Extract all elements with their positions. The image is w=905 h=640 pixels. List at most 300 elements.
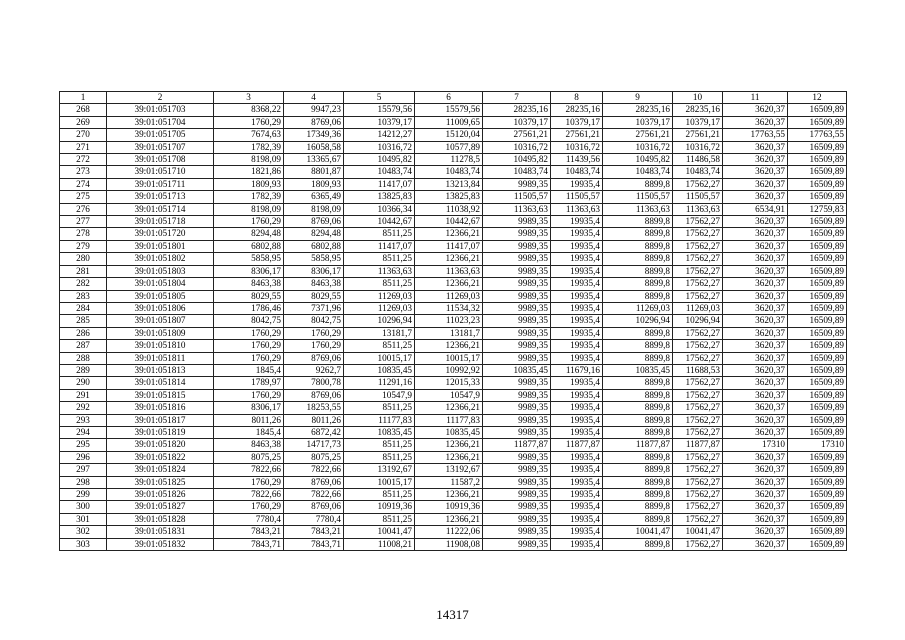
table-row: [60, 240, 847, 252]
table-cell: 10483,74: [344, 166, 415, 178]
table-row: [60, 278, 847, 290]
table-cell: 7800,78: [284, 377, 344, 389]
column-header: 10: [673, 92, 723, 104]
table-cell: 8463,38: [284, 278, 344, 290]
table-cell: 3620,37: [723, 389, 788, 401]
table-cell: 1760,29: [214, 501, 284, 513]
table-cell: 39:01:051805: [107, 290, 214, 302]
table-cell: 1809,93: [284, 178, 344, 190]
table-cell: 8769,06: [284, 352, 344, 364]
table-cell: 39:01:051819: [107, 426, 214, 438]
table-cell: 39:01:051720: [107, 228, 214, 240]
table-cell: 16509,89: [788, 464, 847, 476]
table-cell: 6802,88: [214, 240, 284, 252]
table-cell: 17562,27: [673, 538, 723, 550]
table-cell: 11908,08: [415, 538, 483, 550]
table-cell: 285: [60, 315, 107, 327]
table-cell: 15579,56: [344, 104, 415, 116]
table-row: [60, 439, 847, 451]
table-cell: 39:01:051807: [107, 315, 214, 327]
table-cell: 3620,37: [723, 464, 788, 476]
table-cell: 288: [60, 352, 107, 364]
table-cell: 8463,38: [214, 439, 284, 451]
table-cell: 39:01:051816: [107, 402, 214, 414]
table-cell: 19935,4: [551, 327, 603, 339]
table-cell: 19935,4: [551, 290, 603, 302]
table-cell: 11505,57: [483, 191, 551, 203]
table-cell: 9989,35: [483, 290, 551, 302]
table-cell: 279: [60, 240, 107, 252]
table-cell: 7822,66: [284, 464, 344, 476]
table-cell: 3620,37: [723, 141, 788, 153]
table-cell: 10296,94: [603, 315, 673, 327]
table-cell: 9989,35: [483, 501, 551, 513]
table-cell: 3620,37: [723, 476, 788, 488]
table-cell: 301: [60, 513, 107, 525]
table-body: [60, 104, 847, 551]
table-cell: 14717,73: [284, 439, 344, 451]
table-cell: 271: [60, 141, 107, 153]
table-cell: 14212,27: [344, 129, 415, 141]
table-cell: 8511,25: [344, 489, 415, 501]
table-cell: 12366,21: [415, 439, 483, 451]
table-cell: 16509,89: [788, 327, 847, 339]
column-header: 9: [603, 92, 673, 104]
table-cell: 3620,37: [723, 166, 788, 178]
table-cell: 19935,4: [551, 526, 603, 538]
table-cell: 277: [60, 216, 107, 228]
table-cell: 9989,35: [483, 526, 551, 538]
table-cell: 270: [60, 129, 107, 141]
table-cell: 19935,4: [551, 278, 603, 290]
table-cell: 8899,8: [603, 290, 673, 302]
table-cell: 10547,9: [415, 389, 483, 401]
table-cell: 17562,27: [673, 253, 723, 265]
table-cell: 10041,47: [673, 526, 723, 538]
table-row: [60, 464, 847, 476]
table-cell: 6802,88: [284, 240, 344, 252]
table-cell: 8899,8: [603, 228, 673, 240]
table-cell: 3620,37: [723, 154, 788, 166]
table-cell: 9989,35: [483, 377, 551, 389]
table-cell: 10296,94: [344, 315, 415, 327]
table-cell: 11222,06: [415, 526, 483, 538]
table-cell: 39:01:051704: [107, 116, 214, 128]
table-cell: 11679,16: [551, 364, 603, 376]
table-row: [60, 129, 847, 141]
table-cell: 13181,7: [415, 327, 483, 339]
table-cell: 11363,63: [344, 265, 415, 277]
table-cell: 11505,57: [603, 191, 673, 203]
table-cell: 10015,17: [415, 352, 483, 364]
table-cell: 7674,63: [214, 129, 284, 141]
table-cell: 17562,27: [673, 340, 723, 352]
table-cell: 16509,89: [788, 154, 847, 166]
table-cell: 39:01:051708: [107, 154, 214, 166]
table-cell: 10835,45: [415, 426, 483, 438]
table-cell: 16509,89: [788, 315, 847, 327]
table-cell: 8511,25: [344, 278, 415, 290]
table-cell: 9947,23: [284, 104, 344, 116]
table-cell: 17562,27: [673, 290, 723, 302]
table-cell: 3620,37: [723, 315, 788, 327]
table-cell: 39:01:051826: [107, 489, 214, 501]
table-cell: 10835,45: [603, 364, 673, 376]
table-cell: 12366,21: [415, 402, 483, 414]
table-cell: 296: [60, 451, 107, 463]
table-cell: 16509,89: [788, 340, 847, 352]
table-cell: 8011,26: [284, 414, 344, 426]
table-cell: 13192,67: [344, 464, 415, 476]
table-cell: 300: [60, 501, 107, 513]
table-cell: 9989,35: [483, 389, 551, 401]
table-cell: 19935,4: [551, 315, 603, 327]
table-cell: 8511,25: [344, 340, 415, 352]
table-cell: 17562,27: [673, 476, 723, 488]
table-cell: 19935,4: [551, 513, 603, 525]
table-cell: 19935,4: [551, 178, 603, 190]
table-cell: 8899,8: [603, 178, 673, 190]
table-cell: 8899,8: [603, 253, 673, 265]
table-cell: 39:01:051820: [107, 439, 214, 451]
table-cell: 8899,8: [603, 476, 673, 488]
table-cell: 17310: [723, 439, 788, 451]
table-cell: 3620,37: [723, 240, 788, 252]
table-cell: 1789,97: [214, 377, 284, 389]
table-cell: 17562,27: [673, 414, 723, 426]
table-cell: 10835,45: [344, 364, 415, 376]
table-cell: 19935,4: [551, 414, 603, 426]
table-cell: 11486,58: [673, 154, 723, 166]
table-cell: 3620,37: [723, 352, 788, 364]
column-header: 11: [723, 92, 788, 104]
table-cell: 28235,16: [603, 104, 673, 116]
table-cell: 276: [60, 203, 107, 215]
table-cell: 3620,37: [723, 290, 788, 302]
table-cell: 19935,4: [551, 340, 603, 352]
table-cell: 16509,89: [788, 290, 847, 302]
table-cell: 9989,35: [483, 476, 551, 488]
table-cell: 8511,25: [344, 451, 415, 463]
table-cell: 8294,48: [284, 228, 344, 240]
table-cell: 19935,4: [551, 476, 603, 488]
table-cell: 1845,4: [214, 426, 284, 438]
table-cell: 8511,25: [344, 228, 415, 240]
table-cell: 3620,37: [723, 364, 788, 376]
table-cell: 290: [60, 377, 107, 389]
table-cell: 39:01:051811: [107, 352, 214, 364]
table-row: [60, 265, 847, 277]
table-cell: 39:01:051809: [107, 327, 214, 339]
table-cell: 12366,21: [415, 278, 483, 290]
table-cell: 16509,89: [788, 141, 847, 153]
table-cell: 10379,17: [673, 116, 723, 128]
table-row: [60, 501, 847, 513]
table-cell: 8899,8: [603, 538, 673, 550]
table-cell: 286: [60, 327, 107, 339]
table-row: [60, 178, 847, 190]
table-cell: 3620,37: [723, 178, 788, 190]
table-cell: 39:01:051801: [107, 240, 214, 252]
column-header: 6: [415, 92, 483, 104]
table-cell: 11363,63: [415, 265, 483, 277]
table-cell: 6365,49: [284, 191, 344, 203]
table-cell: 28235,16: [673, 104, 723, 116]
table-cell: 10041,47: [344, 526, 415, 538]
table-cell: 13365,67: [284, 154, 344, 166]
table-cell: 17310: [788, 439, 847, 451]
table-cell: 16509,89: [788, 451, 847, 463]
table-row: [60, 402, 847, 414]
table-row: [60, 340, 847, 352]
table-cell: 1760,29: [214, 352, 284, 364]
table-cell: 16509,89: [788, 278, 847, 290]
table-row: [60, 426, 847, 438]
table-cell: 11877,87: [551, 439, 603, 451]
table-cell: 3620,37: [723, 501, 788, 513]
table-cell: 16509,89: [788, 538, 847, 550]
table-row: [60, 364, 847, 376]
table-cell: 11417,07: [344, 240, 415, 252]
table-cell: 303: [60, 538, 107, 550]
table-cell: 19935,4: [551, 389, 603, 401]
table-cell: 10483,74: [551, 166, 603, 178]
table-cell: 5858,95: [284, 253, 344, 265]
table-row: [60, 253, 847, 265]
table-cell: 3620,37: [723, 513, 788, 525]
table-cell: 7843,71: [284, 538, 344, 550]
table-cell: 1760,29: [214, 116, 284, 128]
table-cell: 17763,55: [723, 129, 788, 141]
table-cell: 11269,03: [673, 302, 723, 314]
table-cell: 3620,37: [723, 265, 788, 277]
table-cell: 17562,27: [673, 451, 723, 463]
table-cell: 8306,17: [214, 402, 284, 414]
table-cell: 8042,75: [284, 315, 344, 327]
table-cell: 8899,8: [603, 451, 673, 463]
table-cell: 8011,26: [214, 414, 284, 426]
table-cell: 19935,4: [551, 538, 603, 550]
table-cell: 11009,65: [415, 116, 483, 128]
table-cell: 287: [60, 340, 107, 352]
table-cell: 8899,8: [603, 489, 673, 501]
table-cell: 39:01:051806: [107, 302, 214, 314]
table-cell: 39:01:051814: [107, 377, 214, 389]
table-cell: 3620,37: [723, 302, 788, 314]
table-cell: 27561,21: [483, 129, 551, 141]
table-cell: 10992,92: [415, 364, 483, 376]
table-cell: 39:01:051803: [107, 265, 214, 277]
table-cell: 16058,58: [284, 141, 344, 153]
table-cell: 11505,57: [551, 191, 603, 203]
table-cell: 1782,39: [214, 141, 284, 153]
table-cell: 17562,27: [673, 426, 723, 438]
table-cell: 10015,17: [344, 476, 415, 488]
table-cell: 11587,2: [415, 476, 483, 488]
table-cell: 8511,25: [344, 402, 415, 414]
column-header: 4: [284, 92, 344, 104]
table-cell: 8198,09: [214, 154, 284, 166]
table-cell: 302: [60, 526, 107, 538]
table-cell: 15120,04: [415, 129, 483, 141]
table-cell: 8899,8: [603, 402, 673, 414]
table-cell: 28235,16: [551, 104, 603, 116]
table-cell: 17562,27: [673, 513, 723, 525]
table-cell: 8511,25: [344, 439, 415, 451]
table-cell: 17562,27: [673, 278, 723, 290]
table-cell: 11269,03: [603, 302, 673, 314]
table-cell: 16509,89: [788, 377, 847, 389]
table-cell: 16509,89: [788, 526, 847, 538]
table-cell: 299: [60, 489, 107, 501]
table-cell: 7780,4: [284, 513, 344, 525]
table-cell: 289: [60, 364, 107, 376]
table-cell: 3620,37: [723, 191, 788, 203]
table-cell: 3620,37: [723, 278, 788, 290]
table-cell: 298: [60, 476, 107, 488]
table-cell: 10366,34: [344, 203, 415, 215]
table-cell: 293: [60, 414, 107, 426]
table-cell: 3620,37: [723, 253, 788, 265]
table-cell: 9989,35: [483, 464, 551, 476]
table-cell: 8306,17: [284, 265, 344, 277]
table-cell: 8306,17: [214, 265, 284, 277]
table-cell: 8042,75: [214, 315, 284, 327]
table-cell: 9989,35: [483, 327, 551, 339]
table-cell: 16509,89: [788, 501, 847, 513]
table-cell: 19935,4: [551, 216, 603, 228]
table-row: [60, 191, 847, 203]
table-cell: 11269,03: [344, 302, 415, 314]
table-cell: 19935,4: [551, 402, 603, 414]
table-cell: 39:01:051810: [107, 340, 214, 352]
table-cell: 17562,27: [673, 389, 723, 401]
table-cell: 13825,83: [344, 191, 415, 203]
table-cell: 13213,84: [415, 178, 483, 190]
table-cell: 294: [60, 426, 107, 438]
table-row: [60, 489, 847, 501]
table-cell: 16509,89: [788, 489, 847, 501]
table-cell: 10041,47: [603, 526, 673, 538]
table-cell: 5858,95: [214, 253, 284, 265]
table-cell: 16509,89: [788, 426, 847, 438]
table-cell: 16509,89: [788, 302, 847, 314]
table-cell: 17562,27: [673, 327, 723, 339]
table-cell: 272: [60, 154, 107, 166]
table-cell: 39:01:051718: [107, 216, 214, 228]
table-cell: 8198,09: [284, 203, 344, 215]
table-cell: 7780,4: [214, 513, 284, 525]
table-cell: 10296,94: [673, 315, 723, 327]
table-cell: 19935,4: [551, 501, 603, 513]
table-cell: 19935,4: [551, 352, 603, 364]
column-header: 1: [60, 92, 107, 104]
table-cell: 19935,4: [551, 377, 603, 389]
table-row: [60, 538, 847, 550]
table-cell: 8769,06: [284, 389, 344, 401]
table-cell: 11008,21: [344, 538, 415, 550]
table-cell: 9989,35: [483, 302, 551, 314]
table-row: [60, 302, 847, 314]
table-cell: 6872,42: [284, 426, 344, 438]
table-cell: 16509,89: [788, 228, 847, 240]
table-cell: 12366,21: [415, 228, 483, 240]
table-cell: 16509,89: [788, 513, 847, 525]
table-cell: 19935,4: [551, 426, 603, 438]
table-cell: 39:01:051815: [107, 389, 214, 401]
table-cell: 11688,53: [673, 364, 723, 376]
table-cell: 39:01:051714: [107, 203, 214, 215]
table-cell: 11278,5: [415, 154, 483, 166]
table-cell: 13825,83: [415, 191, 483, 203]
table-cell: 282: [60, 278, 107, 290]
column-header: 5: [344, 92, 415, 104]
table-cell: 39:01:051817: [107, 414, 214, 426]
table-cell: 17562,27: [673, 216, 723, 228]
table-cell: 11177,83: [415, 414, 483, 426]
table-cell: 28235,16: [483, 104, 551, 116]
table-cell: 19935,4: [551, 240, 603, 252]
table-cell: 17562,27: [673, 240, 723, 252]
table-cell: 10379,17: [344, 116, 415, 128]
column-header: 7: [483, 92, 551, 104]
table-cell: 10919,36: [415, 501, 483, 513]
table-cell: 17562,27: [673, 178, 723, 190]
table-cell: 11877,87: [483, 439, 551, 451]
table-cell: 281: [60, 265, 107, 277]
table-cell: 11439,56: [551, 154, 603, 166]
table-cell: 19935,4: [551, 265, 603, 277]
table-cell: 1760,29: [214, 216, 284, 228]
table-cell: 8899,8: [603, 265, 673, 277]
table-cell: 12366,21: [415, 489, 483, 501]
table-cell: 1760,29: [214, 389, 284, 401]
table-cell: 1845,4: [214, 364, 284, 376]
table-cell: 8769,06: [284, 476, 344, 488]
table-cell: 9989,35: [483, 228, 551, 240]
table-cell: 19935,4: [551, 489, 603, 501]
table-cell: 19935,4: [551, 228, 603, 240]
table-cell: 284: [60, 302, 107, 314]
table-cell: 1809,93: [214, 178, 284, 190]
table-cell: 16509,89: [788, 253, 847, 265]
table-cell: 1760,29: [214, 476, 284, 488]
table-cell: 15579,56: [415, 104, 483, 116]
column-header: 3: [214, 92, 284, 104]
table-cell: 10483,74: [415, 166, 483, 178]
table-cell: 16509,89: [788, 476, 847, 488]
table-cell: 3620,37: [723, 228, 788, 240]
table-cell: 16509,89: [788, 389, 847, 401]
table-cell: 8769,06: [284, 216, 344, 228]
table-cell: 8899,8: [603, 464, 673, 476]
table-cell: 8075,25: [284, 451, 344, 463]
table-cell: 16509,89: [788, 216, 847, 228]
table-cell: 10495,82: [483, 154, 551, 166]
table-cell: 10483,74: [673, 166, 723, 178]
table-cell: 11363,63: [551, 203, 603, 215]
table-cell: 8899,8: [603, 216, 673, 228]
table-cell: 8899,8: [603, 352, 673, 364]
table-cell: 3620,37: [723, 377, 788, 389]
table-cell: 17562,27: [673, 464, 723, 476]
table-cell: 3620,37: [723, 426, 788, 438]
table-cell: 39:01:051827: [107, 501, 214, 513]
table-cell: 19935,4: [551, 302, 603, 314]
table-cell: 9989,35: [483, 426, 551, 438]
table-cell: 11417,07: [344, 178, 415, 190]
table-cell: 17562,27: [673, 489, 723, 501]
